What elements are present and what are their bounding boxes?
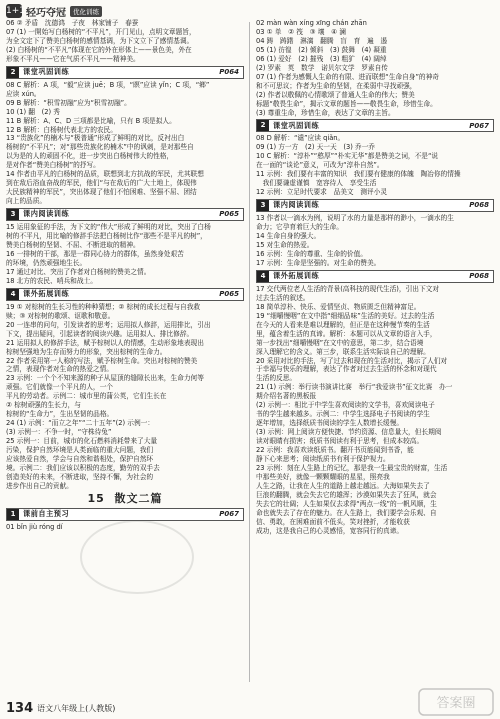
section-title: 课前自主预习	[23, 508, 70, 518]
lesson-title	[6, 491, 244, 506]
answer-line: 棕树坚强地为生存而努力的形象，突出棕树的生命力。	[6, 347, 167, 356]
answer-line: 06 (1) 爱好 (2) 摧残 (3) 粗犷 (4) 阔绰	[256, 54, 387, 63]
answer-line: (3) 尊重生命，珍惜生命，表达了文章的主旨。	[256, 108, 395, 117]
answer-line: 书的学生越来越多。示例二：中学生选择电子书阅读的学生	[256, 410, 430, 419]
answer-line: 第一步找出“细嚼慢咽”在文中的意思，第二步，结合语境	[256, 338, 424, 347]
answer-line: 17 通过对比、突出了作者对白杨树的赞美之情。	[6, 267, 151, 276]
answer-line: 深入理解它的含义。第三步，联系生活实际谈自己的理解。	[256, 347, 430, 356]
answer-line: 21 运用拟人的修辞手法，赋予棕树以人的情感，生动形象地表现出	[6, 338, 204, 347]
answer-line: 16 示例：生命的尊重、生命的价值。	[256, 249, 367, 258]
answer-line: 18 北方的农民、哨兵和战士。	[6, 276, 97, 285]
answer-line: 信、勇敢，在困难面前不低头，笑对挫折，才能收获	[256, 517, 410, 526]
section-header-preview	[6, 508, 244, 521]
answer-line: 生活的反思。	[256, 374, 297, 383]
answer-line: 逐年增加，选择纸质书阅读的学生人数增长缓慢。	[256, 419, 404, 428]
answer-line: 11 示例：我们要有丰富的知识 我们要有健康的体魄 陶冶你的情操	[256, 170, 461, 179]
answer-line: 标题“敬畏生命”，揭示文章的题旨——敬畏生命，珍惜生命。	[256, 99, 437, 108]
answer-line: 杨树的“不平凡”；对“那些贵族化的楠木”中的讽刺，是对那些自	[6, 143, 194, 152]
answer-line: 09 B 解析：“积雪初融”应为“积雪初融”。	[6, 98, 131, 107]
section-header-extension	[256, 270, 494, 283]
section-page-ref: P064	[219, 67, 239, 76]
answer-line: 20 一连串的问句，引发读者的思考；运用拟人修辞，运用排比，引出	[6, 320, 211, 329]
svg-text:答案圈: 答案圈	[436, 696, 476, 711]
answer-line: 的环境，仍然顽强地生长。	[6, 258, 87, 267]
brand-logo: 1+1	[6, 6, 25, 16]
answer-line: 19 ① 对棕树的生长习性的种种猜想；② 棕树的成长过程与自我救	[6, 302, 201, 311]
section-page-ref: P067	[219, 509, 239, 518]
answer-line: 失去它的壮阔；人生如果仅去求得“两点一线”的一帆风顺，生	[256, 499, 437, 508]
section-header-class-practice	[256, 119, 494, 132]
answer-line: 中那些美好，就像一颗颗耀眼的星星，照亮我	[256, 472, 390, 481]
answer-line: 09 (1) 方一方 (2) 天一天 (3) 乔一乔	[256, 143, 375, 152]
answer-line: 顽强。它们就像一个平凡的人，一个	[6, 383, 113, 392]
answer-line: 为全文定下了赞美白杨树的感情基调，为下文立下了感情基调。	[6, 36, 194, 45]
answer-line: 17 交代两位老人生活的背景(高科技的现代生活)，引出下文对	[256, 284, 440, 293]
answer-line: 25 示例一：目前，城市的化石燃料消耗带来了大量	[6, 437, 158, 446]
answer-line: 期介绍名著的黑板报	[256, 392, 317, 401]
section-number: 4	[7, 289, 19, 300]
answer-line: (3) 示例：网上阅读方便快捷、节约资源、信息量大，但长期阅	[256, 428, 442, 437]
answer-line: 07 (1) 作者为感慨人生命的有限、进而联想“生命自身”的神奇	[256, 72, 439, 81]
answer-line: 05 (1) 彷徨 (2) 倾斜 (3) 鼓舞 (4) 凝重	[256, 45, 387, 54]
section-title: 课内阅读训练	[273, 200, 320, 210]
section-header-in-class-reading	[6, 208, 244, 221]
answer-line: 应该热爱自然，学会与自然和谐相处，保护自然环	[6, 454, 154, 463]
answer-line: 下文，提出疑问，引起读者的阅读兴趣。运用拟人、排比修辞。	[6, 329, 194, 338]
answer-line: 形象不平凡——它在气质不平凡——精神美。	[6, 54, 140, 63]
brand-name: 轻巧夺冠	[26, 7, 66, 19]
answer-line: 命也就失去了存在的魅力。在人生路上，我们要学会乐观、自	[256, 508, 437, 517]
section-title: 课堂巩固训练	[23, 66, 70, 76]
answer-line: (2) 白杨树的“不平凡”体现在它的外在形体上——景色美，外在	[6, 45, 192, 54]
answer-line: 污染，保护自然环境是人类面临的重大问题，我们	[6, 446, 154, 455]
answer-line: 02 màn wàn xíng xīng chán zhān	[256, 19, 367, 27]
answer-line: 成功，这是我自己的心灵感悟，宽容同行的真谛。	[256, 526, 404, 535]
answer-line: 23 示例：刻在人生路上的记忆，那是我一生最宝贵的财富，生活	[256, 463, 448, 472]
answer-line: 10 C 解析：“淳朴”“憨厚”“朴实无华”都是赞美之词，不是“说	[256, 152, 439, 161]
section-page-ref: P068	[469, 201, 489, 210]
section-header-extension	[6, 288, 244, 301]
answer-line: 24 (1) 示例：“而立之年”“二十五年”(2) 示例一：	[6, 419, 155, 428]
answer-line: 15 对生命的热爱。	[256, 241, 314, 250]
answer-line: 读对眼睛有损害；纸质书阅读有利于思考，但成本较高。	[256, 437, 424, 446]
answer-line: 向上的品质。	[6, 197, 47, 206]
answer-line: 于幸福与快乐的理解，表达了作者对过去生活的怀念和对现代	[256, 365, 437, 374]
answer-line: ② 棕树顽强的生长力，与	[6, 401, 81, 410]
section-number: 2	[7, 67, 19, 78]
answer-line: 和不可思议；作者为生命的坚韧，在柔弱中寻找顽强，	[256, 81, 417, 90]
answer-line: 12 B 解析：白杨树代表北方的农民。	[6, 125, 117, 134]
answer-line: 是对作者“赞美白杨树”的抒写。	[6, 161, 100, 170]
answer-line: 平凡的劳动者。示例二：城市里的蒲公英，它们生长在	[6, 392, 167, 401]
answer-line: 08 D 解析：“谴”应读 qiǎn。	[256, 134, 345, 143]
answer-line: 13 “贵族化”的楠木与“极普通”形成了鲜明的对比，反衬出白	[6, 134, 185, 143]
answer-line: 之情，表现作者对生命的热爱之情。	[6, 365, 113, 374]
section-title: 课堂巩固训练	[273, 120, 320, 130]
answer-line: 23 示例：一个个不知来源的种子从屋顶的缝隙长出来，生命力何等	[6, 374, 204, 383]
section-page-ref: P067	[469, 121, 489, 130]
section-number: 4	[257, 271, 269, 282]
section-title: 课外拓展训练	[23, 288, 70, 298]
answer-line: 进步作出自己的贡献。	[6, 481, 73, 490]
left-column	[6, 19, 244, 532]
answer-line: (2) 作者以敬佩的心情歌颂了普通人生命的伟大；赞美	[256, 90, 415, 99]
answer-line: 01 bǐn jiù róng dí	[6, 522, 63, 531]
answer-line: 06 ② 矛盾 沈德鸿 子夜 林家铺子 春蚕	[6, 19, 139, 27]
answer-line: 19 “细嚼慢咽”在文中指“细细品味”生活的美好。过去的生活	[256, 311, 435, 320]
answer-line: 静下心来思考；阅读纸质书有利于保护视力。	[256, 454, 390, 463]
answer-line: 10 (1) 翻 (2) 秀	[6, 107, 60, 116]
answer-line: 03 ① 单 ② 筏 ③ 壤 ④ 澜	[256, 27, 346, 36]
answer-line: 巨浪的翻腾，就会失去它的雄浑；沙漠如果失去了狂风，就会	[256, 490, 437, 499]
answer-line: 以为是的人的顽固不化，进一步突出白杨树伟大的性格，	[6, 152, 174, 161]
answer-line: 境。示例二：我们应该以积极的态度，勤劳的双手去	[6, 463, 160, 472]
section-header-class-practice	[6, 66, 244, 79]
answer-line: 21 (1) 示例：举行读书演讲比赛 举行“我爱读书”征文比赛 办一	[256, 383, 453, 392]
answer-line: 大民族精神的军民”，突出体现了他们不怕困难、坚强不屈、团结	[6, 188, 197, 197]
answer-line: 我们要谦虚谨慎 宽容待人 享受生活	[256, 179, 377, 188]
book-title: 语文八年级上(人教版)	[37, 704, 116, 713]
answer-line: 14 作者由平凡的白杨树的品质，联想到北方抗战的军民，尤其联想	[6, 170, 204, 179]
answer-line: (2) 罗素 英 数学 诺贝尔文学 罗素自传	[256, 63, 388, 72]
answer-line: 过去生活的叙述。	[256, 293, 310, 302]
answer-line: (3) 示例一：不争一时，“守株待兔”	[6, 428, 112, 437]
answer-line: 17 示例：生命是坚强的。对生命的赞美。	[256, 258, 381, 267]
column-divider	[249, 22, 250, 682]
answer-line: 到在敌后浴血奋战的军民，他们“与在敌后的广大土地上，体现伟	[6, 179, 197, 188]
right-column	[256, 19, 494, 536]
section-number: 2	[257, 120, 269, 131]
section-title: 课内阅读训练	[23, 209, 70, 219]
page-number: 134	[6, 701, 34, 716]
answer-line: 22 示例：我喜欢读纸质书。翻开书页能闻到书香，能	[256, 446, 414, 455]
answer-line: 14 生命自身的强大。	[256, 232, 321, 241]
answer-line: 树的不平凡，用比喻的修辞手法把白杨树比作“那些不是平凡的树”，	[6, 232, 207, 241]
answer-line: 赎；③ 对棕树的歌颂、讴歌和敬意。	[6, 311, 115, 320]
answer-line: (2) 示例一：相比于中学生喜欢阅读的文学书，喜欢阅读电子	[256, 401, 435, 410]
answer-line: 应读 xún。	[6, 89, 41, 98]
answer-line: 07 (1) 一開始写白杨树的“不平凡”，开门见山，点明文章题旨，	[6, 27, 196, 36]
section-number: 3	[7, 209, 19, 220]
answer-line: 11 B 解析：A、C、D 三项都是比喻，只有 B 项是拟人。	[6, 116, 176, 125]
answer-line: 13 作者以一滴水为例，说明了水的力量是那样的渺小，一滴水的生	[256, 214, 454, 223]
answer-line: 人生之路，让我在人生的道路上越走越远。大海如果失去了	[256, 481, 430, 490]
page-header	[6, 3, 102, 19]
answer-line: 08 C 解析：A 项，“毅”应读 juē；B 项，“瞑”应读 yǐn；C 项，“鄉”	[6, 80, 210, 89]
section-number: 3	[257, 200, 269, 211]
brand-subtitle: 优化训练	[70, 6, 102, 17]
answer-line: 18 简单淳朴、快乐、爱情坚贞、物质匮乏但精神富足。	[256, 302, 421, 311]
answer-line: 棕树的“生命力”，生出坚韧的品格。	[6, 410, 114, 419]
watermark-logo-icon	[418, 688, 494, 716]
answer-line: 命力；它孕育着巨大的生命。	[256, 223, 343, 232]
section-number: 1	[7, 509, 19, 520]
answer-line: 赞美白杨树的坚韧、不屈、不断进取的精神。	[6, 241, 140, 250]
answer-line: 20 采用对比的手法，写了过去和现在的生活对比，揭示了人们对	[256, 356, 448, 365]
answer-line: 16 一排树的干部，那是一群同心协力的群体，虽然身处艰苦	[6, 249, 184, 258]
section-header-in-class-reading	[256, 199, 494, 212]
answer-line: 在今天的人看来是难以理解的，但正是在这种慢节奏的生活	[256, 320, 430, 329]
section-page-ref: P068	[469, 271, 489, 280]
section-page-ref: P065	[219, 289, 239, 298]
answer-line: 创造美好的未来，不断进取，坚持不懈，为社会的	[6, 472, 154, 481]
lesson-name: 散文二篇	[114, 491, 163, 505]
section-title: 课外拓展训练	[273, 270, 320, 280]
answer-line: 22 作者采用第一人称的写法，赋予棕树生命。突出对棕树的赞美	[6, 356, 198, 365]
answer-line: 里，蕴含着生活的真谛。解析：本题可以从文章的语言入手，	[256, 329, 437, 338]
answer-line: 在一面的“谈论”意义，可改为“淳朴自然”。	[256, 161, 384, 170]
answer-line: 12 示例：立足时代要求 品美文 测评小灵	[256, 188, 388, 197]
answer-line: 04 踌 踌躇 淋漓 翻腾 盲 育 遍 遏	[256, 36, 388, 45]
lesson-number: 15	[87, 491, 105, 505]
page-footer	[6, 701, 115, 716]
answer-line: 15 运用象征的手法，为下文的“伟大”形成了鲜明的对比，突出了白杨	[6, 223, 211, 232]
section-page-ref: P065	[219, 210, 239, 219]
